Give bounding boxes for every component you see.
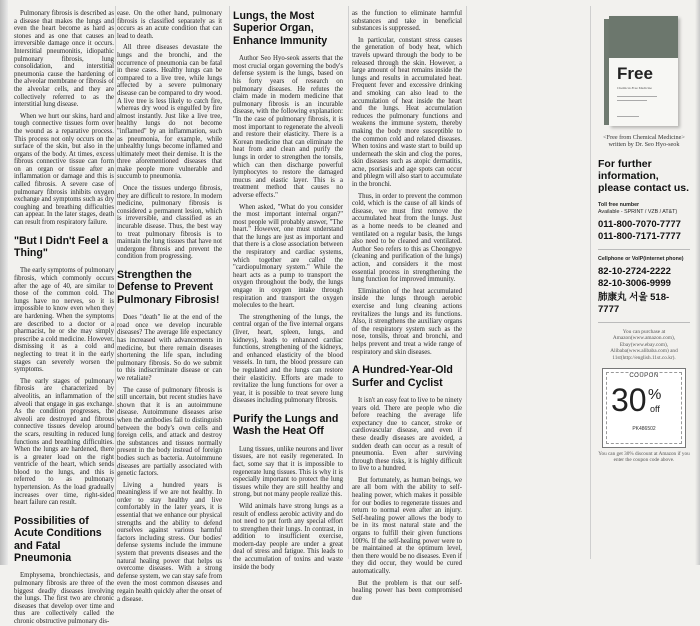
paragraph: Living a hundred years is meaningless if we are not healthy. In order to stay healthy and live comfortably in the later years, it is essential that we enhance our physical strengths and the ability to defend ourselves against various harmful factors including stress. Our bodies' defense systems include the immune system that prevents diseases and the natural healing power that helps us overcome diseases. With a strong defense system, we can stay safe from even the most common diseases and regain health quickly after the onset of a disease.: [117, 481, 222, 603]
paragraph: ease. On the other hand, pulmonary fibrosis is classified separately as it occurs as an acute condition that can lead to death.: [117, 10, 222, 40]
section-heading: Purify the Lungs and Wash the Heat Off: [233, 412, 339, 438]
divider: [598, 322, 690, 323]
article-column-3: [233, 10, 343, 571]
paragraph: Elimination of the heat accumulated inside the lungs through aerobic exercise and lung cleaning actions revitalizes the lungs and its functions. Also, it strengthens the auxiliary organs of the respiratory system such as the nose, tonsils, throat and bronchi, and helps prevent and treat a wide range of respiratory and skin diseases.: [352, 287, 462, 356]
coupon-note: You can get 30% discount at Amazon if you enter the coupon code above.: [598, 450, 690, 463]
paragraph: Wild animals have strong lungs as a result of endless aerobic activity and do not need to put forth any special effort to strengthen their lungs. In contrast, in addition to insufficient exercise, modern-day people are under a great deal of stress and fatigue. This leads to the accumulation of toxins and waste inside the body: [233, 502, 343, 571]
book-cover-image: [604, 16, 678, 126]
paragraph: In particular, constant stress causes the generation of body heat, which travels upward through the body to be released through the skin. However, a large amount of heat remains inside the lungs and results in accumulated heat. Frequent fever and excessive drinking and smoking can also lead to the accumulation of heat inside the heart and the lungs. Heat accumulation reduces the pulmonary functions and weakens the immune system, thereby making the body more susceptible to the common cold and related diseases. When toxins and waste start to build up underneath the skin and clog the pores, skin diseases such as atopic dermatitis, acne, psoriasis and age spots can occur and phlegm will also start to accumulate in the bronchi.: [352, 36, 462, 189]
cellphone-label: Cellphone or VoIP(internet phone): [598, 256, 684, 263]
purchase-info: You can purchase at Amazon(www.amazon.com), Ebay(www.ebay.com), Alibaba(www.alibaba.com) and 11st(http://english.11st.co.kr).: [610, 328, 678, 361]
paragraph: When asked, "What do you consider the most important internal organ?" most people will probably answer, "The heart." However, one must understand that the lungs are just as important and that there is a close association between the respiratory and cardiac systems, which together are called the "cardiopulmonary system." While the heart acts as a pump to transport the oxygen throughout the body, the lungs engage in oxygen intake through respiration and transport the oxygen molecules to the heart.: [233, 203, 343, 310]
percent-sign: %: [648, 385, 662, 403]
phone-number: 011-800-7070-7777: [598, 219, 681, 231]
article-column-2: [117, 10, 222, 603]
coupon-code: PK486502: [632, 425, 656, 432]
paragraph: When we hurt our skins, hard and tough connective tissues form over the wound as a reparative process. This process not only occurs on the surface of the skin, but also in the organs of the body. At times, excess fibrous connective tissue can form on an organ or tissue after an inflammation or damage and this is called fibrosis. A severe case of pulmonary fibrosis inhibits oxygen exchange and symptoms such as dry coughing and breathing difficulties can appear. In the later stages, death can result from respiratory failure.: [14, 112, 114, 227]
coupon-discount: 30: [611, 381, 647, 418]
paragraph: Lung tissues, unlike neurons and liver tissues, are not easily regenerated. In fact, some say that it is impossible to regenerate lung tissues. This is why it is especially important to protect the lung tissues while they are still healthy and strong, but not many people realize this.: [233, 445, 343, 499]
divider: [598, 249, 690, 250]
paragraph: The strengthening of the lungs, the central organ of the five internal organs (liver, heart, spleen, lungs, and kidneys), leads to enhanced cardiac functions, strengthening of the kidneys, and enhanced elasticity of the blood vessels. In turn, the blood pressure can be regulated and the lungs can restore their elasticity. Efforts are made to revitalize the lung functions for over a year, it is possible to treat severe lung diseases including pulmonary fibrosis.: [233, 313, 343, 405]
toll-free-availability: Available - SPRINT / VZB / AT&T): [598, 208, 678, 215]
coupon-card: [602, 368, 686, 448]
page-edge: [695, 0, 700, 565]
paragraph: Once the tissues undergo fibrosis, they are difficult to restore. In modern medicine, pulmonary fibrosis is considered a permanent lesion, which is irreversible, and classified as an incurable disease. Thus, the best way to treat pulmonary fibrosis is to maintain the lung tissues that have not undergone fibrosis and prevent the condition from progressing.: [117, 185, 222, 261]
paragraph: It isn't an easy feat to live to be ninety years old. There are people who die before reaching the average life expectancy due to cancer, stroke or cardiovascular disease, and even if these deadly diseases are avoided, a sudden death can occur as a result of pneumonia. Even after surviving through these risks, it is highly difficult to live to a hundred.: [352, 396, 462, 473]
contact-heading: For further information, please contact us.: [598, 158, 690, 195]
paragraph: But the problem is that our self-healing power has been compromised due: [352, 579, 462, 602]
cell-number: 82-10-2724-2222: [598, 265, 671, 277]
paragraph: The early symptoms of pulmonary fibrosis, which commonly occurs after the age of 40, are similar to those of the common cold. The lungs have no nerves, so it is impossible to know even when they are hardening. When the symptoms are described to a doctor or a pharmacist, he or she may simply prescribe a cold medicine. However, dismissing it as a cold and neglecting to treat it in the early stages can severely worsen the symptoms.: [14, 267, 115, 374]
sidebar: [598, 10, 690, 463]
sidebar-rule: [590, 6, 591, 559]
paragraph: But fortunately, as human beings, we are all born with the ability to self-healing power, which makes it possible for our bodies to regenerate tissues and return to normal even after an injury. Self-healing power allows the body to be in its most natural state and the organs to fulfill their given functions 100%. If the self-healing power were to be maintained at the optimum level, then there would be no diseases. Even if they did occur, they would be cured automatically.: [352, 476, 462, 575]
book-title: Free: [617, 64, 653, 83]
paragraph: Pulmonary fibrosis is described as a disease that makes the lungs and even the heart become as hard as stones and as one that causes an irreversible damage once it occurs. Interstitial pneumonitis, idiopathic pulmonary fibrosis, lung consolidation, and interstitial pneumonia cause the hardening of the alveolar membrane or fibrosis of the alveolar cells, and they are collectively referred to as the interstitial lung disease.: [14, 10, 114, 109]
page-spine-shadow: [0, 0, 8, 565]
section-heading: Lungs, the Most Superior Organ, Enhance Immunity: [233, 10, 328, 47]
paragraph: Author Seo Hyo-seok asserts that the most crucial organ governing the body's defense system is the lungs, based on his forty years of research on pulmonary diseases. He refutes the claim made in modern medicine that pulmonary fibrosis is an incurable disease, with the following explanation: "In the case of pulmonary fibrosis, it is most important to regenerate the alveoli and restore their elasticity. There is a Korean medicine that can eliminate the heat from and clean and purify the lungs in order to strengthen the tonsils, which can then discharge powerful lymphocytes to restore the damaged mucus and elastic layer. This is a treatment method that causes no adverse effects.": [233, 55, 343, 199]
section-heading: A Hundred-Year-Old Surfer and Cyclist: [352, 364, 453, 389]
korea-line: 肺康丸 서울 518-7777: [598, 291, 670, 315]
coupon-label: COUPON: [629, 372, 659, 379]
article-column-4: [352, 10, 462, 602]
paragraph: Emphysema, bronchiectasis, and pulmonary fibrosis are three of the biggest deadly diseases involving the lungs. The first two are chronic diseases that develop over time and thus are collectively called the chronic obstructive pulmonary dis-: [14, 572, 114, 626]
paragraph: The cause of pulmonary fibrosis is still uncertain, but recent studies have shown that it is an autoimmune disease. Autoimmune diseases arise when the antibodies fail to distinguish between the body's own cells and foreign cells, and attack and destroy the substances and tissues normally present in the body instead of foreign bodies such as bacteria. Autoimmune diseases are partially associated with genetic factors.: [117, 386, 222, 478]
column-rule: [229, 6, 230, 559]
paragraph: All three diseases devastate the lungs and the bronchi, and the occurrence of pneumonia can be fatal in these cases. Healthy lungs can be compared to a live tree, while lungs affected by a severe pulmonary disease can be compared to dry wood. A live tree is less likely to catch fire, whereas dry wood is engulfed by fire almost instantly. Just like a live tree, healthy lungs do not become "inflamed" by an inflammation, such as pneumonia, for example, while unhealthy lungs become inflamed and ultimately meet their demise. It is the three aforementioned diseases that make people more vulnerable and succumb to pneumonia.: [117, 44, 222, 181]
paragraph: Does "death" lie at the end of the road once we develop incurable diseases? The average life expectancy has increased with advancements in medicine, but there remain diseases shortening the life span, including pulmonary fibrosis. So do we submit to this indiscriminate disease or can we retaliate?: [117, 314, 222, 382]
section-heading: "But I Didn't Feel a Thing": [14, 234, 109, 260]
section-heading: Possibilities of Acute Conditions and Fatal Pneumonia: [14, 514, 102, 565]
book-caption: <Free from Chemical Medicine> written by Dr. Seo Hyo-seok: [603, 134, 685, 149]
phone-number: 011-800-7171-7777: [598, 231, 681, 243]
book-subtitle: Chemical-Free Medicine: [617, 86, 652, 90]
coupon-off: off: [650, 403, 660, 414]
column-rule: [466, 6, 467, 559]
paragraph: as the function to eliminate harmful substances and take in beneficial substances is suppressed.: [352, 10, 462, 33]
column-rule: [348, 6, 349, 559]
column-rule: [115, 6, 116, 559]
article-column-1: [14, 10, 115, 626]
paragraph: The early stages of pulmonary fibrosis are characterized by alveolitis, an inflammation of the alveoli that engage in gas exchange. As the condition progresses, the alveoli are destroyed and fibrous connective tissues develop around the scars, resulting in reduced lung functions and breathing difficulties. When the lungs are hardened, there is a greater load on the right ventricle of the heart, which sends blood to the lungs, and this is referred to as pulmonary hypertension. As the load gradually increases over time, right-sided heart failure can result.: [14, 377, 114, 507]
cell-number: 82-10-3006-9999: [598, 277, 671, 289]
toll-free-label: Toll free number: [598, 202, 640, 209]
section-heading: Strengthen the Defense to Prevent Pulmonary Fibrosis!: [117, 269, 220, 306]
paragraph: Thus, in order to prevent the common cold, which is the cause of all kinds of disease, we must first remove the accumulated heat from the lungs. Just as a home needs to be cleaned and ventilated on a regular basis, the lungs also need to be cleaned and ventilated. Author Seo refers to this as Cheongpye (cleaning and purification of the lungs) action, and considers it the most essential process in strengthening the lung function for improved immunity.: [352, 192, 462, 284]
